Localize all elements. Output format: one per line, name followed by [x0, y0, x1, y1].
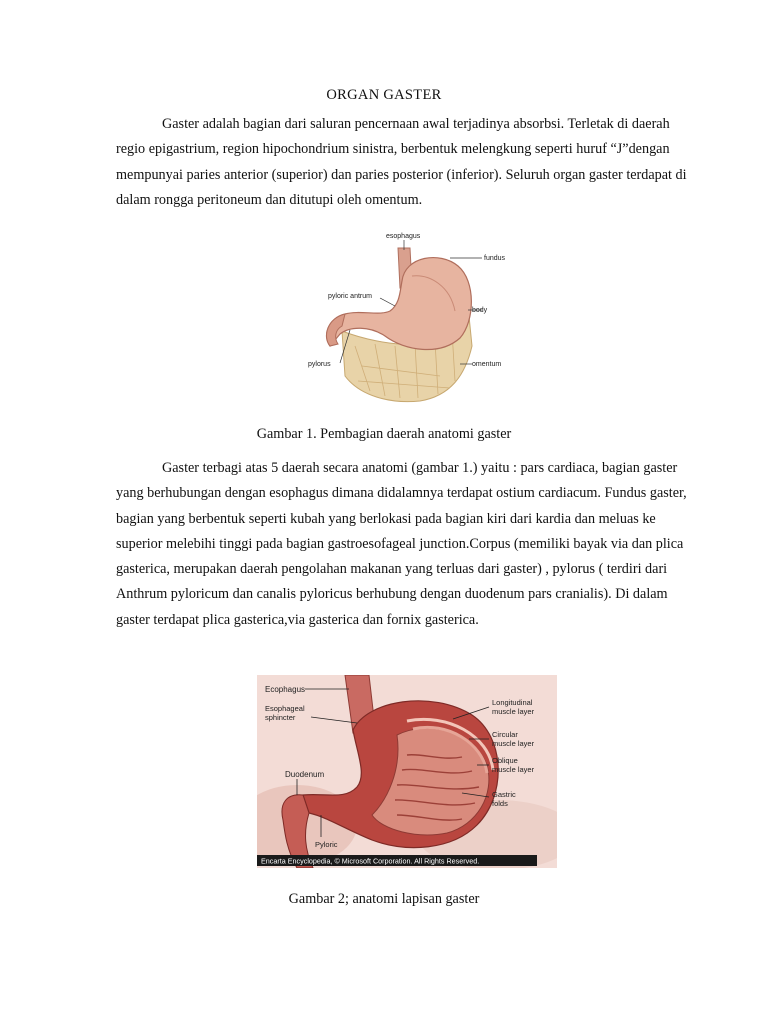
label-body: body [472, 307, 488, 314]
image-credit: Encarta Encyclopedia, © Microsoft Corporation. All Rights Reserved. [261, 856, 480, 866]
label-pylorus: pylorus [308, 361, 331, 368]
paragraph-intro-text: Gaster adalah bagian dari saluran pencernaan awal terjadinya absorbsi. Terletak di daerah regio epigastrium, region hipochondrium sinistra, berbentuk melengkung seperti huruf “J”dengan mempunyai paries anterior (superior) dan paries posterior (inferior). Seluruh organ gaster terdapat di dalam rongga peritoneum dan ditutupi oleh omentum. [116, 116, 687, 208]
caption-figure-2: Gambar 2; anatomi lapisan gaster [288, 891, 480, 907]
label-gastric-line2: folds [492, 799, 508, 808]
label-pyloric: Pyloric [315, 840, 338, 849]
paragraph-intro [116, 112, 700, 213]
label-omentum: omentum [472, 361, 502, 368]
label-longitudinal-line1: Longitudinal [492, 698, 533, 707]
paragraph-regions-text: Gaster terbagi atas 5 daerah secara anatomi (gambar 1.) yaitu : pars cardiaca, bagian gaster yang berhubungan dengan esophagus dimana didalamnya terdapat ostium cardiacum. Fundus gaster, bagian yang berbentuk seperti kubah yang berlokasi pada bagian kiri dari kardia dan meluas ke superior melebihi tinggi pada bagian gastroesofageal junction.Corpus (memiliki bayak via dan plica gasterica, merupakan daerah pengolahan makanan yang terluas dari gaster) , pylorus ( terdiri dari Anthrum pyloricum dan canalis pyloricus berhubung dengan duodenum pars cranialis). Di dalam gaster terdapat plica gasterica,via gasterica dan fornix gasterica. [116, 460, 687, 628]
stomach-anatomy-illustration [300, 226, 510, 406]
caption-figure-1: Gambar 1. Pembagian daerah anatomi gaster [256, 426, 512, 442]
label-fundus: fundus [484, 255, 506, 262]
paragraph-regions [116, 456, 700, 633]
label-duodenum: Duodenum [285, 770, 325, 779]
figure-stomach-layers [257, 675, 557, 868]
label-ecophagus: Ecophagus [265, 685, 306, 694]
label-pyloric-antrum: pyloric antrum [328, 293, 372, 300]
figure-stomach-anatomy [300, 226, 510, 406]
document-title: ORGAN GASTER [326, 87, 442, 103]
label-longitudinal-line2: muscle layer [492, 707, 535, 716]
label-gastric-line1: Gastric [492, 790, 516, 799]
label-oblique-line1: Oblique [492, 756, 518, 765]
label-oblique-line2: muscle layer [492, 765, 535, 774]
label-circular-line1: Circular [492, 730, 518, 739]
label-sphincter-line2: sphincter [265, 713, 296, 722]
label-sphincter-line1: Esophageal [265, 704, 305, 713]
label-circular-line2: muscle layer [492, 739, 535, 748]
stomach-layers-illustration [257, 675, 557, 868]
label-esophagus: esophagus [386, 233, 421, 240]
